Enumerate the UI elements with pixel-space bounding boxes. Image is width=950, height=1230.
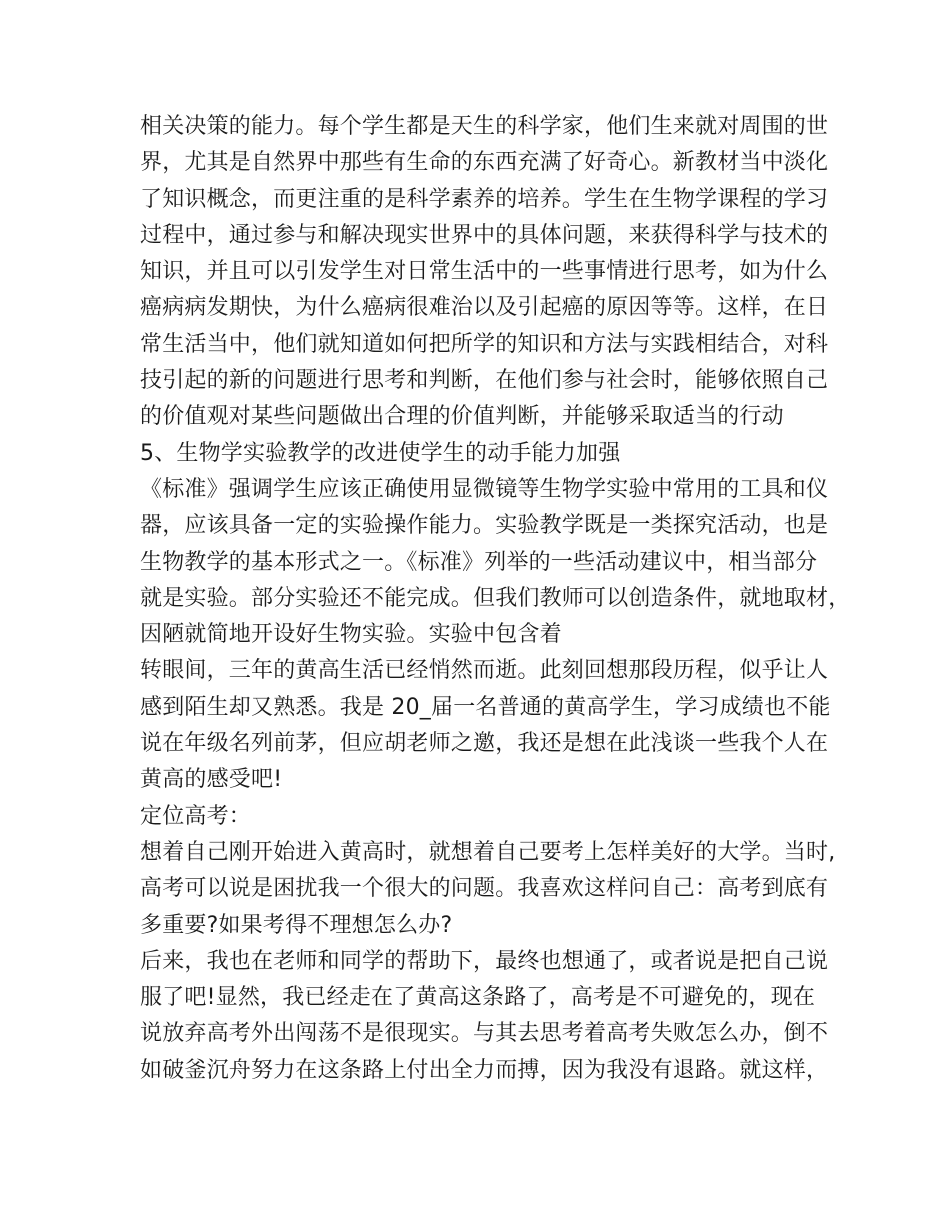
text-line: 界，尤其是自然界中那些有生命的东西充满了好奇心。新教材当中淡化: [140, 150, 829, 176]
text-line: 的价值观对某些问题做出合理的价值判断，并能够采取适当的行动: [140, 404, 784, 430]
text-line: 多重要?如果考得不理想怎么办?: [140, 912, 453, 938]
text-line: 后来，我也在老师和同学的帮助下，最终也想通了，或者说是把自己说: [140, 948, 829, 974]
text-line: 《标准》强调学生应该正确使用显微镜等生物学实验中常用的工具和仪: [140, 476, 829, 502]
text-line: 高考可以说是困扰我一个很大的问题。我喜欢这样问自己：高考到底有: [140, 876, 829, 902]
text-line: 常生活当中，他们就知道如何把所学的知识和方法与实践相结合，对科: [140, 331, 829, 357]
section-heading: 定位高考：: [140, 803, 252, 829]
text-line: 器，应该具备一定的实验操作能力。实验教学既是一类探究活动，也是: [140, 513, 829, 539]
text-line: 感到陌生却又熟悉。我是 20_届一名普通的黄高学生，学习成绩也不能: [140, 694, 831, 720]
text-line: 因陋就简地开设好生物实验。实验中包含着: [140, 622, 562, 648]
text-line: 知识，并且可以引发学生对日常生活中的一些事情进行思考，如为什么: [140, 259, 829, 285]
text-line: 就是实验。部分实验还不能完成。但我们教师可以创造条件，就地取材，: [140, 585, 851, 611]
text-line: 了知识概念，而更注重的是科学素养的培养。学生在生物学课程的学习: [140, 186, 829, 212]
text-line: 想着自己刚开始进入黄高时，就想着自己要考上怎样美好的大学。当时,: [140, 839, 836, 865]
text-line: 生物教学的基本形式之一。《标准》列举的一些活动建议中，相当部分: [140, 549, 818, 575]
document-body: [140, 109, 851, 1089]
text-line: 说在年级名列前茅，但应胡老师之邀，我还是想在此浅谈一些我个人在: [140, 731, 829, 757]
text-line: 癌病病发期快，为什么癌病很难治以及引起癌的原因等等。这样，在日: [140, 295, 829, 321]
text-line: 说放弃高考外出闯荡不是很现实。与其去思考着高考失败怎么办，倒不: [140, 1021, 829, 1047]
text-line: 服了吧!显然，我已经走在了黄高这条路了，高考是不可避免的，现在: [140, 985, 816, 1011]
text-line: 相关决策的能力。每个学生都是天生的科学家，他们生来就对周围的世: [140, 114, 829, 139]
text-line: 过程中，通过参与和解决现实世界中的具体问题，来获得科学与技术的: [140, 222, 829, 248]
text-line: 技引起的新的问题进行思考和判断，在他们参与社会时，能够依照自己: [140, 368, 829, 394]
text-line: 如破釜沉舟努力在这条路上付出全力而搏，因为我没有退路。就这样，: [140, 1057, 829, 1083]
text-line: 黄高的感受吧!: [140, 767, 283, 793]
text-line: 转眼间，三年的黄高生活已经悄然而逝。此刻回想那段历程，似乎让人: [140, 658, 829, 684]
section-heading: 5、生物学实验教学的改进使学生的动手能力加强: [140, 440, 621, 466]
